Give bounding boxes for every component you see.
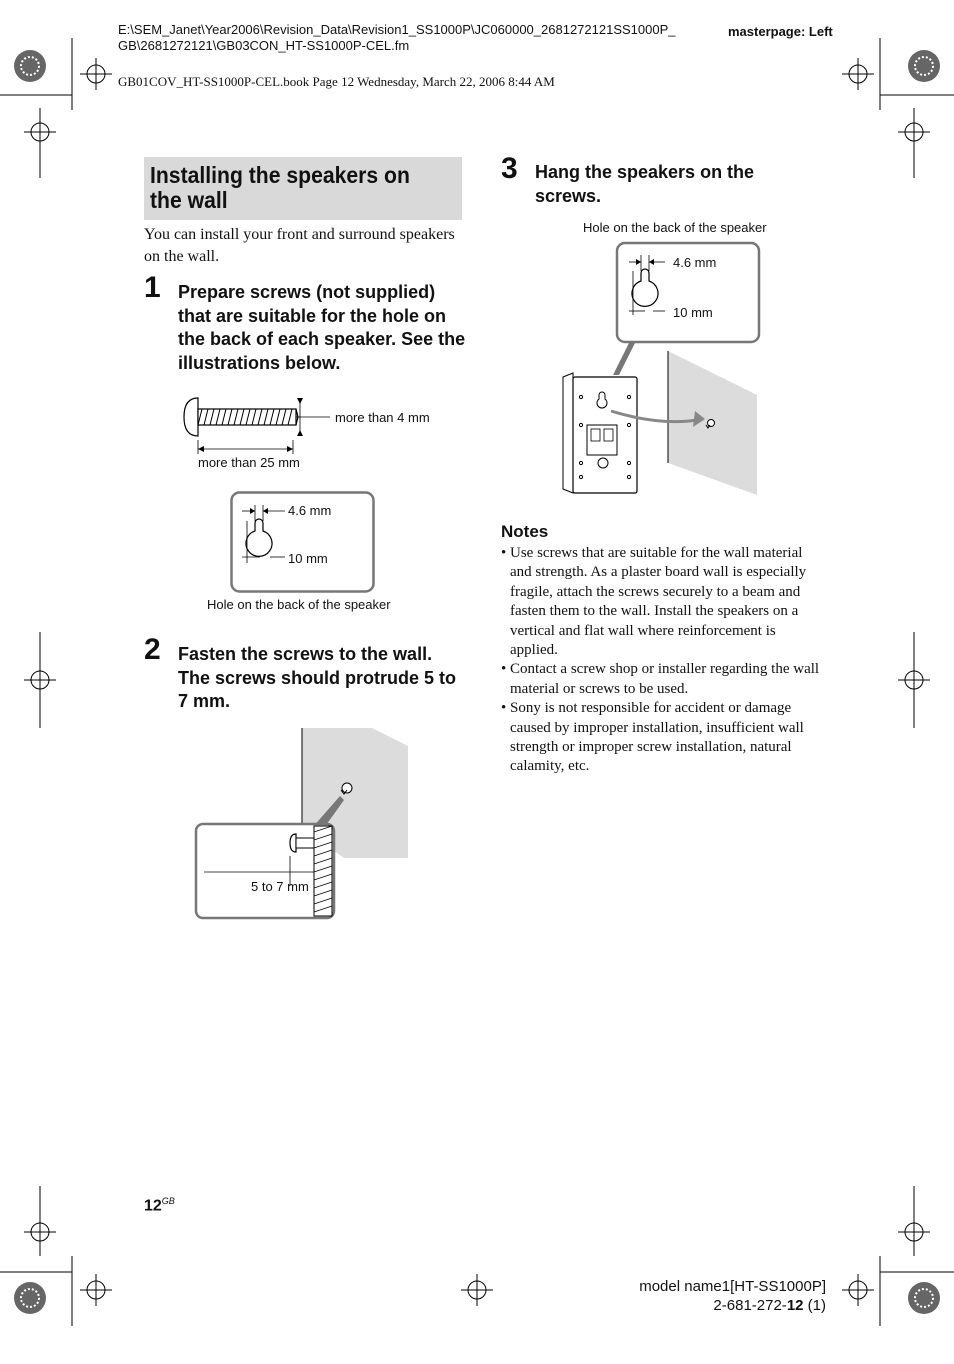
- step-2-number: 2: [144, 633, 161, 666]
- hang-caption: Hole on the back of the speaker: [583, 220, 767, 235]
- model-name: model name1[HT-SS1000P]: [639, 1278, 826, 1295]
- footer-model: [600, 1277, 826, 1315]
- page-number-suffix: GB: [161, 1196, 175, 1206]
- hole-width-label: 4.6 mm: [288, 503, 332, 518]
- notes-heading: Notes: [501, 522, 549, 541]
- note-item: • Sony is not responsible for accident or damage caused by improper installation, insufficient wall strength or improper screw installation, natural calamity, etc.: [501, 700, 804, 775]
- hang-width-label: 4.6 mm: [673, 255, 717, 270]
- step-3-text: Hang the speakers on the screws.: [535, 162, 755, 206]
- hole-caption: Hole on the back of the speaker: [207, 597, 391, 612]
- step-3-number: 3: [501, 152, 518, 185]
- screw-length-label: more than 25 mm: [198, 455, 300, 470]
- small-screw-icon: [341, 783, 352, 794]
- masterpage-label: masterpage: Left: [728, 24, 833, 39]
- header-file-path: [118, 22, 718, 54]
- screw-head: [184, 398, 198, 436]
- speaker-back: [563, 373, 637, 493]
- hole-height-label: 10 mm: [288, 551, 328, 566]
- note-item: • Contact a screw shop or installer regarding the wall material or screws to be used.: [501, 661, 820, 697]
- part-code: 2-681-272-12 (1): [713, 1297, 826, 1314]
- file-path-line-1: E:\SEM_Janet\Year2006\Revision_Data\Revision1_SS1000P\JC060000_2681272121SS1000P_: [118, 22, 676, 37]
- book-info: GB01COV_HT-SS1000P-CEL.book Page 12 Wednesday, March 22, 2006 8:44 AM: [118, 74, 555, 89]
- page-number: $12^{GB}$: [144, 1196, 175, 1215]
- note-item: • Use screws that are suitable for the wall material and strength. As a plaster board wall is especially fragile, attach the screws securely to a beam and fasten them to the wall. Install the speakers on a vertical and flat wall where reinforcement is applied.: [501, 545, 807, 659]
- section-title: Installing the speakers on the wall: [150, 162, 410, 213]
- hang-height-label: 10 mm: [673, 305, 713, 320]
- wall-cross-section: [314, 826, 332, 916]
- file-path-line-2: GB\2681272121\GB03CON_HT-SS1000P-CEL.fm: [118, 38, 410, 53]
- screw-diameter-label: more than 4 mm: [335, 410, 430, 425]
- step-2-text: Fasten the screws to the wall. The screws should protrude 5 to 7 mm.: [178, 644, 457, 711]
- step-1-text: Prepare screws (not supplied) that are suitable for the hole on the back of each speaker. See the illustrations below.: [178, 282, 466, 373]
- section-intro: You can install your front and surround speakers on the wall.: [144, 226, 455, 265]
- speaker-hanging-illustration: [553, 241, 763, 497]
- step-1-number: 1: [144, 271, 161, 304]
- notes-list: [501, 544, 821, 777]
- protrude-label: 5 to 7 mm: [251, 879, 309, 894]
